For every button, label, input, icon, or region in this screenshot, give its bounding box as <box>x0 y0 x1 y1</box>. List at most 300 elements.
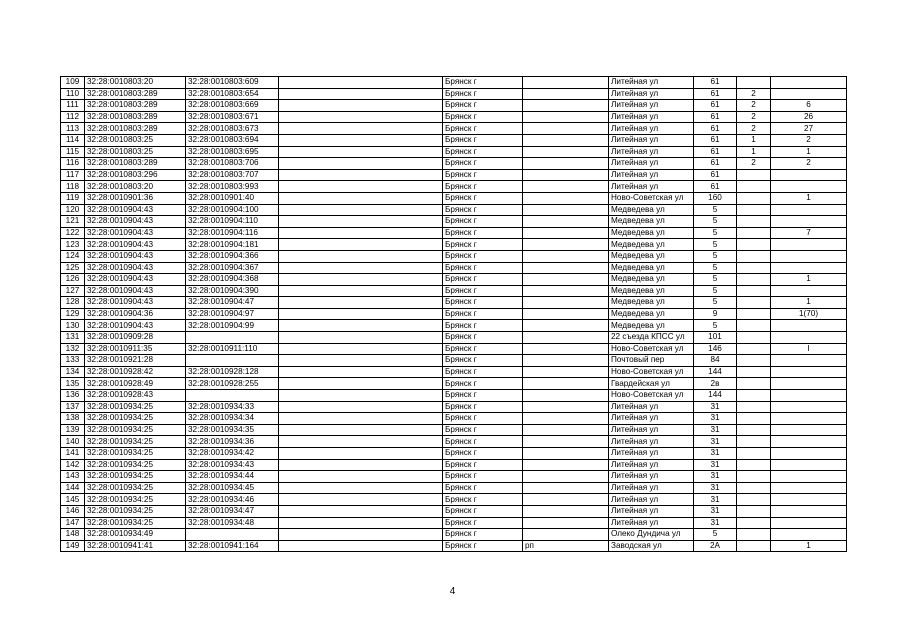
street-cell: Литейная ул <box>609 169 694 181</box>
street-cell: Литейная ул <box>609 77 694 89</box>
corpus-cell <box>737 366 771 378</box>
corpus-cell <box>737 250 771 262</box>
street-cell: Медведева ул <box>609 308 694 320</box>
empty-cell-cell <box>279 111 443 123</box>
corpus-cell <box>737 181 771 193</box>
flat-number-cell: 1 <box>771 540 847 552</box>
house-number-cell: 101 <box>694 332 737 344</box>
flat-number-cell <box>771 88 847 100</box>
parent-cadastral-number-cell: 32:28:0010934:25 <box>85 448 186 460</box>
house-number-cell: 61 <box>694 123 737 135</box>
city-cell: Брянск г <box>443 355 523 367</box>
street-cell: Ново-Советская ул <box>609 366 694 378</box>
empty-cell-cell <box>279 181 443 193</box>
cadastral-number-cell: 32:28:0010928:128 <box>186 366 279 378</box>
house-number-cell: 5 <box>694 239 737 251</box>
row-number-cell: 142 <box>61 459 85 471</box>
house-number-cell: 146 <box>694 343 737 355</box>
settlement-type-cell <box>523 343 609 355</box>
city-cell: Брянск г <box>443 77 523 89</box>
settlement-type-cell <box>523 436 609 448</box>
table-row <box>61 436 847 448</box>
street-cell: Олеко Дундича ул <box>609 529 694 541</box>
corpus-cell <box>737 320 771 332</box>
settlement-type-cell <box>523 297 609 309</box>
house-number-cell: 144 <box>694 366 737 378</box>
house-number-cell: 31 <box>694 505 737 517</box>
flat-number-cell: 1 <box>771 297 847 309</box>
cadastral-number-cell: 32:28:0010934:42 <box>186 448 279 460</box>
street-cell: Медведева ул <box>609 320 694 332</box>
parent-cadastral-number-cell: 32:28:0010934:49 <box>85 529 186 541</box>
table-row <box>61 494 847 506</box>
settlement-type-cell <box>523 332 609 344</box>
row-number-cell: 109 <box>61 77 85 89</box>
settlement-type-cell: рп <box>523 540 609 552</box>
settlement-type-cell <box>523 146 609 158</box>
street-cell: Медведева ул <box>609 285 694 297</box>
settlement-type-cell <box>523 169 609 181</box>
house-number-cell: 5 <box>694 250 737 262</box>
table-row <box>61 366 847 378</box>
corpus-cell <box>737 494 771 506</box>
house-number-cell: 61 <box>694 88 737 100</box>
city-cell: Брянск г <box>443 459 523 471</box>
row-number-cell: 148 <box>61 529 85 541</box>
table-row <box>61 471 847 483</box>
row-number-cell: 124 <box>61 250 85 262</box>
parent-cadastral-number-cell: 32:28:0010934:25 <box>85 436 186 448</box>
row-number-cell: 112 <box>61 111 85 123</box>
flat-number-cell <box>771 204 847 216</box>
city-cell: Брянск г <box>443 146 523 158</box>
house-number-cell: 61 <box>694 169 737 181</box>
corpus-cell <box>737 77 771 89</box>
table-row <box>61 227 847 239</box>
cadastral-number-cell: 32:28:0010803:654 <box>186 88 279 100</box>
table-row <box>61 505 847 517</box>
city-cell: Брянск г <box>443 239 523 251</box>
flat-number-cell: 1 <box>771 146 847 158</box>
row-number-cell: 129 <box>61 308 85 320</box>
city-cell: Брянск г <box>443 424 523 436</box>
flat-number-cell: 6 <box>771 100 847 112</box>
settlement-type-cell <box>523 77 609 89</box>
corpus-cell <box>737 413 771 425</box>
city-cell: Брянск г <box>443 227 523 239</box>
flat-number-cell <box>771 390 847 402</box>
settlement-type-cell <box>523 413 609 425</box>
flat-number-cell <box>771 262 847 274</box>
street-cell: Медведева ул <box>609 274 694 286</box>
cadastral-number-cell <box>186 529 279 541</box>
empty-cell-cell <box>279 192 443 204</box>
parent-cadastral-number-cell: 32:28:0010904:43 <box>85 239 186 251</box>
empty-cell-cell <box>279 146 443 158</box>
table-row <box>61 297 847 309</box>
street-cell: Литейная ул <box>609 146 694 158</box>
house-number-cell: 31 <box>694 517 737 529</box>
table-row <box>61 285 847 297</box>
settlement-type-cell <box>523 366 609 378</box>
row-number-cell: 146 <box>61 505 85 517</box>
table-row <box>61 111 847 123</box>
row-number-cell: 132 <box>61 343 85 355</box>
empty-cell-cell <box>279 320 443 332</box>
city-cell: Брянск г <box>443 111 523 123</box>
street-cell: Гвардейская ул <box>609 378 694 390</box>
settlement-type-cell <box>523 390 609 402</box>
flat-number-cell <box>771 471 847 483</box>
street-cell: Медведева ул <box>609 216 694 228</box>
cadastral-number-cell: 32:28:0010934:43 <box>186 459 279 471</box>
house-number-cell: 5 <box>694 216 737 228</box>
parent-cadastral-number-cell: 32:28:0010904:43 <box>85 274 186 286</box>
city-cell: Брянск г <box>443 216 523 228</box>
empty-cell-cell <box>279 494 443 506</box>
parent-cadastral-number-cell: 32:28:0010904:43 <box>85 285 186 297</box>
empty-cell-cell <box>279 100 443 112</box>
settlement-type-cell <box>523 134 609 146</box>
table-row <box>61 88 847 100</box>
city-cell: Брянск г <box>443 250 523 262</box>
parent-cadastral-number-cell: 32:28:0010934:25 <box>85 459 186 471</box>
street-cell: Литейная ул <box>609 123 694 135</box>
city-cell: Брянск г <box>443 540 523 552</box>
house-number-cell: 9 <box>694 308 737 320</box>
settlement-type-cell <box>523 494 609 506</box>
cadastral-number-cell: 32:28:0010934:36 <box>186 436 279 448</box>
row-number-cell: 111 <box>61 100 85 112</box>
house-number-cell: 31 <box>694 482 737 494</box>
corpus-cell: 2 <box>737 158 771 170</box>
house-number-cell: 5 <box>694 274 737 286</box>
house-number-cell: 31 <box>694 401 737 413</box>
parent-cadastral-number-cell: 32:28:0010934:25 <box>85 505 186 517</box>
city-cell: Брянск г <box>443 517 523 529</box>
table-row <box>61 158 847 170</box>
city-cell: Брянск г <box>443 366 523 378</box>
cadastral-number-cell: 32:28:0010803:673 <box>186 123 279 135</box>
corpus-cell: 1 <box>737 134 771 146</box>
table-row <box>61 540 847 552</box>
city-cell: Брянск г <box>443 378 523 390</box>
settlement-type-cell <box>523 88 609 100</box>
empty-cell-cell <box>279 517 443 529</box>
corpus-cell: 2 <box>737 100 771 112</box>
street-cell: Литейная ул <box>609 471 694 483</box>
flat-number-cell: 1 <box>771 192 847 204</box>
cadastral-number-cell <box>186 332 279 344</box>
house-number-cell: 160 <box>694 192 737 204</box>
parent-cadastral-number-cell: 32:28:0010904:43 <box>85 216 186 228</box>
cadastral-number-cell: 32:28:0010803:671 <box>186 111 279 123</box>
parent-cadastral-number-cell: 32:28:0010803:289 <box>85 88 186 100</box>
corpus-cell <box>737 540 771 552</box>
settlement-type-cell <box>523 204 609 216</box>
row-number-cell: 115 <box>61 146 85 158</box>
street-cell: Литейная ул <box>609 158 694 170</box>
empty-cell-cell <box>279 390 443 402</box>
flat-number-cell <box>771 424 847 436</box>
flat-number-cell <box>771 459 847 471</box>
settlement-type-cell <box>523 378 609 390</box>
city-cell: Брянск г <box>443 158 523 170</box>
table-row <box>61 134 847 146</box>
row-number-cell: 123 <box>61 239 85 251</box>
corpus-cell <box>737 308 771 320</box>
parent-cadastral-number-cell: 32:28:0010941:41 <box>85 540 186 552</box>
flat-number-cell <box>771 517 847 529</box>
settlement-type-cell <box>523 355 609 367</box>
table-row <box>61 459 847 471</box>
empty-cell-cell <box>279 227 443 239</box>
city-cell: Брянск г <box>443 192 523 204</box>
table-row <box>61 274 847 286</box>
cadastral-number-cell: 32:28:0010803:695 <box>186 146 279 158</box>
settlement-type-cell <box>523 308 609 320</box>
house-number-cell: 5 <box>694 262 737 274</box>
parent-cadastral-number-cell: 32:28:0010803:20 <box>85 181 186 193</box>
parent-cadastral-number-cell: 32:28:0010803:289 <box>85 111 186 123</box>
empty-cell-cell <box>279 239 443 251</box>
table-row <box>61 320 847 332</box>
cadastral-number-cell <box>186 355 279 367</box>
settlement-type-cell <box>523 471 609 483</box>
parent-cadastral-number-cell: 32:28:0010904:43 <box>85 250 186 262</box>
parent-cadastral-number-cell: 32:28:0010909:28 <box>85 332 186 344</box>
parent-cadastral-number-cell: 32:28:0010904:43 <box>85 297 186 309</box>
corpus-cell <box>737 482 771 494</box>
city-cell: Брянск г <box>443 401 523 413</box>
parent-cadastral-number-cell: 32:28:0010934:25 <box>85 517 186 529</box>
corpus-cell <box>737 285 771 297</box>
table-row <box>61 424 847 436</box>
cadastral-number-cell: 32:28:0010904:366 <box>186 250 279 262</box>
row-number-cell: 121 <box>61 216 85 228</box>
empty-cell-cell <box>279 297 443 309</box>
flat-number-cell <box>771 239 847 251</box>
flat-number-cell: I <box>771 343 847 355</box>
empty-cell-cell <box>279 482 443 494</box>
corpus-cell <box>737 471 771 483</box>
row-number-cell: 118 <box>61 181 85 193</box>
parent-cadastral-number-cell: 32:28:0010904:43 <box>85 262 186 274</box>
empty-cell-cell <box>279 285 443 297</box>
street-cell: Литейная ул <box>609 505 694 517</box>
row-number-cell: 126 <box>61 274 85 286</box>
cadastral-number-cell: 32:28:0010934:44 <box>186 471 279 483</box>
street-cell: Литейная ул <box>609 424 694 436</box>
parent-cadastral-number-cell: 32:28:0010803:25 <box>85 134 186 146</box>
table-row <box>61 169 847 181</box>
house-number-cell: 61 <box>694 100 737 112</box>
street-cell: Литейная ул <box>609 181 694 193</box>
flat-number-cell <box>771 77 847 89</box>
cadastral-number-cell: 32:28:0010803:669 <box>186 100 279 112</box>
house-number-cell: 2в <box>694 378 737 390</box>
parent-cadastral-number-cell: 32:28:0010928:43 <box>85 390 186 402</box>
table-row <box>61 204 847 216</box>
empty-cell-cell <box>279 123 443 135</box>
table-row <box>61 390 847 402</box>
cadastral-number-cell: 32:28:0010803:707 <box>186 169 279 181</box>
row-number-cell: 139 <box>61 424 85 436</box>
house-number-cell: 31 <box>694 459 737 471</box>
row-number-cell: 122 <box>61 227 85 239</box>
table-row <box>61 216 847 228</box>
empty-cell-cell <box>279 204 443 216</box>
house-number-cell: 2А <box>694 540 737 552</box>
settlement-type-cell <box>523 181 609 193</box>
empty-cell-cell <box>279 529 443 541</box>
row-number-cell: 149 <box>61 540 85 552</box>
flat-number-cell: 1 <box>771 274 847 286</box>
parent-cadastral-number-cell: 32:28:0010803:296 <box>85 169 186 181</box>
row-number-cell: 137 <box>61 401 85 413</box>
table-row <box>61 77 847 89</box>
house-number-cell: 61 <box>694 146 737 158</box>
row-number-cell: 130 <box>61 320 85 332</box>
cadastral-number-cell: 32:28:0010904:390 <box>186 285 279 297</box>
flat-number-cell <box>771 494 847 506</box>
flat-number-cell: 2 <box>771 158 847 170</box>
house-number-cell: 61 <box>694 111 737 123</box>
cadastral-number-cell: 32:28:0010941:164 <box>186 540 279 552</box>
city-cell: Брянск г <box>443 413 523 425</box>
table-row <box>61 239 847 251</box>
corpus-cell <box>737 169 771 181</box>
cadastral-number-cell: 32:28:0010934:45 <box>186 482 279 494</box>
city-cell: Брянск г <box>443 123 523 135</box>
empty-cell-cell <box>279 366 443 378</box>
street-cell: Литейная ул <box>609 436 694 448</box>
house-number-cell: 31 <box>694 436 737 448</box>
house-number-cell: 5 <box>694 320 737 332</box>
city-cell: Брянск г <box>443 505 523 517</box>
cadastral-number-cell: 32:28:0010904:181 <box>186 239 279 251</box>
city-cell: Брянск г <box>443 343 523 355</box>
corpus-cell <box>737 390 771 402</box>
parent-cadastral-number-cell: 32:28:0010928:42 <box>85 366 186 378</box>
flat-number-cell <box>771 378 847 390</box>
row-number-cell: 113 <box>61 123 85 135</box>
street-cell: Медведева ул <box>609 239 694 251</box>
table-row <box>61 181 847 193</box>
settlement-type-cell <box>523 158 609 170</box>
street-cell: Литейная ул <box>609 88 694 100</box>
street-cell: Литейная ул <box>609 100 694 112</box>
settlement-type-cell <box>523 216 609 228</box>
house-number-cell: 5 <box>694 529 737 541</box>
cadastral-number-cell: 32:28:0010904:116 <box>186 227 279 239</box>
corpus-cell <box>737 216 771 228</box>
parent-cadastral-number-cell: 32:28:0010934:25 <box>85 424 186 436</box>
cadastral-number-cell: 32:28:0010901:40 <box>186 192 279 204</box>
cadastral-number-cell: 32:28:0010934:47 <box>186 505 279 517</box>
corpus-cell <box>737 355 771 367</box>
parent-cadastral-number-cell: 32:28:0010911:35 <box>85 343 186 355</box>
page-number: 4 <box>449 586 456 597</box>
row-number-cell: 125 <box>61 262 85 274</box>
parent-cadastral-number-cell: 32:28:0010803:25 <box>85 146 186 158</box>
settlement-type-cell <box>523 459 609 471</box>
parent-cadastral-number-cell: 32:28:0010934:25 <box>85 401 186 413</box>
row-number-cell: 116 <box>61 158 85 170</box>
empty-cell-cell <box>279 216 443 228</box>
flat-number-cell <box>771 482 847 494</box>
settlement-type-cell <box>523 123 609 135</box>
street-cell: Литейная ул <box>609 401 694 413</box>
street-cell: Медведева ул <box>609 227 694 239</box>
cadastral-number-cell: 32:28:0010904:97 <box>186 308 279 320</box>
parent-cadastral-number-cell: 32:28:0010803:289 <box>85 100 186 112</box>
city-cell: Брянск г <box>443 436 523 448</box>
empty-cell-cell <box>279 436 443 448</box>
settlement-type-cell <box>523 250 609 262</box>
cadastral-number-cell: 32:28:0010911:110 <box>186 343 279 355</box>
row-number-cell: 143 <box>61 471 85 483</box>
row-number-cell: 147 <box>61 517 85 529</box>
table-row <box>61 401 847 413</box>
corpus-cell: 1 <box>737 146 771 158</box>
flat-number-cell <box>771 250 847 262</box>
cadastral-number-cell: 32:28:0010934:33 <box>186 401 279 413</box>
house-number-cell: 5 <box>694 227 737 239</box>
flat-number-cell <box>771 448 847 460</box>
cadastral-number-cell: 32:28:0010934:34 <box>186 413 279 425</box>
row-number-cell: 131 <box>61 332 85 344</box>
city-cell: Брянск г <box>443 482 523 494</box>
settlement-type-cell <box>523 505 609 517</box>
empty-cell-cell <box>279 448 443 460</box>
table-row <box>61 262 847 274</box>
cadastral-register-table <box>60 76 847 552</box>
city-cell: Брянск г <box>443 297 523 309</box>
flat-number-cell <box>771 436 847 448</box>
cadastral-number-cell: 32:28:0010934:48 <box>186 517 279 529</box>
flat-number-cell <box>771 529 847 541</box>
city-cell: Брянск г <box>443 88 523 100</box>
empty-cell-cell <box>279 262 443 274</box>
cadastral-number-cell: 32:28:0010934:35 <box>186 424 279 436</box>
row-number-cell: 128 <box>61 297 85 309</box>
street-cell: 22 съезда КПСС ул <box>609 332 694 344</box>
street-cell: Литейная ул <box>609 517 694 529</box>
empty-cell-cell <box>279 413 443 425</box>
settlement-type-cell <box>523 517 609 529</box>
corpus-cell <box>737 529 771 541</box>
street-cell: Медведева ул <box>609 262 694 274</box>
parent-cadastral-number-cell: 32:28:0010934:25 <box>85 482 186 494</box>
house-number-cell: 31 <box>694 448 737 460</box>
cadastral-number-cell <box>186 390 279 402</box>
table-row <box>61 192 847 204</box>
table-row <box>61 517 847 529</box>
parent-cadastral-number-cell: 32:28:0010901:36 <box>85 192 186 204</box>
empty-cell-cell <box>279 250 443 262</box>
settlement-type-cell <box>523 285 609 297</box>
flat-number-cell: 26 <box>771 111 847 123</box>
table-row <box>61 308 847 320</box>
settlement-type-cell <box>523 274 609 286</box>
city-cell: Брянск г <box>443 320 523 332</box>
city-cell: Брянск г <box>443 471 523 483</box>
street-cell: Литейная ул <box>609 413 694 425</box>
row-number-cell: 144 <box>61 482 85 494</box>
house-number-cell: 61 <box>694 158 737 170</box>
settlement-type-cell <box>523 227 609 239</box>
